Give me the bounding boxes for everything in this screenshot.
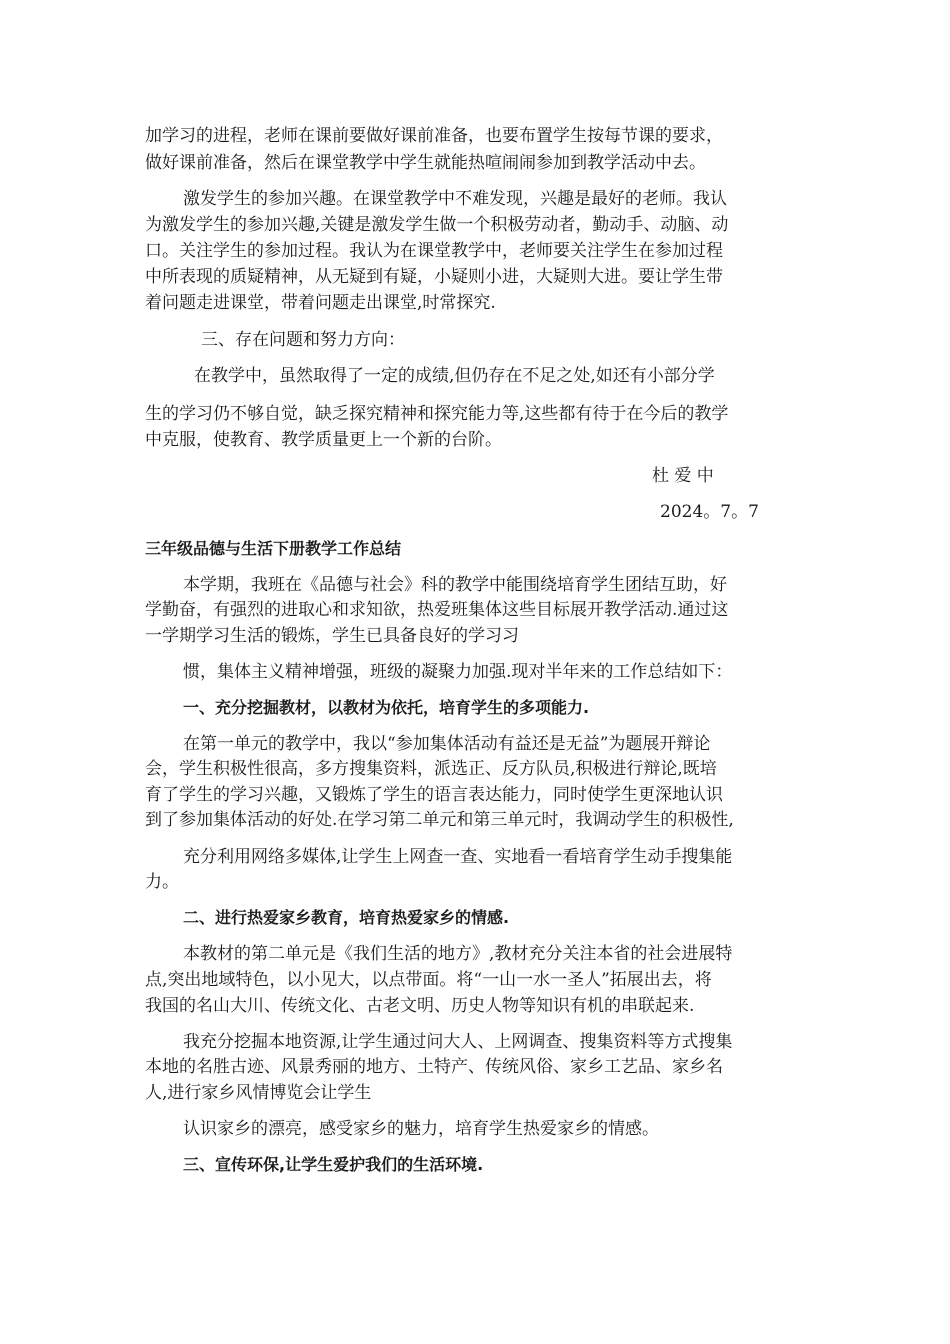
paragraph-line: 本地的名胜古迹、风景秀丽的地方、土特产、传统风俗、家乡工艺品、家乡名	[145, 1057, 723, 1077]
signature-name: 杜 爱 中	[652, 466, 714, 486]
paragraph-line: 中所表现的质疑精神，从无疑到有疑，小疑则小进，大疑则大进。要让学生带	[145, 267, 723, 287]
paragraph-line: 我充分挖掘本地资源,让学生通过问大人、上网调查、搜集资料等方式搜集	[183, 1032, 733, 1052]
paragraph-line: 点,突出地域特色，以小见大，以点带面。将“一山一水一圣人”拓展出去，将	[145, 970, 712, 990]
paragraph-line: 在教学中，虽然取得了一定的成绩,但仍存在不足之处,如还有小部分学	[194, 366, 715, 386]
signature-date: 2024。7。7	[660, 502, 759, 522]
paragraph-line: 人,进行家乡风情博览会让学生	[145, 1083, 372, 1103]
paragraph-line: 会，学生积极性很高，多方搜集资料，派选正、反方队员,积极进行辩论,既培	[145, 759, 717, 779]
paragraph-line: 育了学生的学习兴趣，又锻炼了学生的语言表达能力，同时使学生更深地认识	[145, 785, 723, 805]
paragraph-line: 加学习的进程，老师在课前要做好课前准备，也要布置学生按每节课的要求，	[145, 126, 723, 146]
paragraph-line: 做好课前准备，然后在课堂教学中学生就能热喧闹闹参加到教学活动中去。	[145, 153, 706, 173]
paragraph-line: 激发学生的参加兴趣。在课堂教学中不难发现，兴趣是最好的老师。我认	[183, 189, 727, 209]
paragraph-line: 本学期，我班在《品德与社会》科的教学中能围绕培育学生团结互助，好	[183, 575, 727, 595]
paragraph-line: 一学期学习生活的锻炼，学生已具备良好的学习习	[145, 626, 519, 646]
paragraph-line: 我国的名山大川、传统文化、古老文明、历史人物等知识有机的串联起来.	[145, 996, 695, 1016]
section-heading: 一、充分挖掘教材，以教材为依托，培育学生的多项能力.	[183, 698, 590, 717]
paragraph-line: 为激发学生的参加兴趣,关键是激发学生做一个积极劳动者，勤动手、动脑、动	[145, 215, 729, 235]
paragraph-line: 惯，集体主义精神增强，班级的凝聚力加强.现对半年来的工作总结如下：	[183, 662, 733, 682]
paragraph-line: 在第一单元的教学中，我以“参加集体活动有益还是无益”为题展开辩论	[183, 734, 711, 754]
paragraph-line: 着问题走进课堂，带着问题走出课堂,时常探究.	[145, 293, 496, 313]
paragraph-line: 本教材的第二单元是《我们生活的地方》,教材充分关注本省的社会进展特	[183, 944, 733, 964]
paragraph-line: 认识家乡的漂亮，感受家乡的魅力，培育学生热爱家乡的情感。	[183, 1119, 659, 1139]
paragraph-line: 学勤奋，有强烈的进取心和求知欲，热爱班集体这些目标展开教学活动.通过这	[145, 600, 729, 620]
section-heading: 三、宣传环保,让学生爱护我们的生活环境.	[183, 1155, 484, 1174]
section-heading: 三、存在问题和努力方向：	[201, 330, 405, 350]
paragraph-line: 充分利用网络多媒体,让学生上网查一查、实地看一看培育学生动手搜集能	[183, 847, 733, 867]
section-heading: 二、进行热爱家乡教育，培育热爱家乡的情感.	[183, 908, 510, 927]
paragraph-line: 口。关注学生的参加过程。我认为在课堂教学中，老师要关注学生在参加过程	[145, 241, 723, 261]
paragraph-line: 力。	[145, 872, 179, 892]
paragraph-line: 到了参加集体活动的好处.在学习第二单元和第三单元时，我调动学生的积极性,	[145, 810, 734, 830]
document-title: 三年级品德与生活下册教学工作总结	[145, 539, 402, 558]
paragraph-line: 中克服，使教育、教学质量更上一个新的台阶。	[145, 430, 502, 450]
paragraph-line: 生的学习仍不够自觉，缺乏探究精神和探究能力等,这些都有待于在今后的教学	[145, 404, 729, 424]
